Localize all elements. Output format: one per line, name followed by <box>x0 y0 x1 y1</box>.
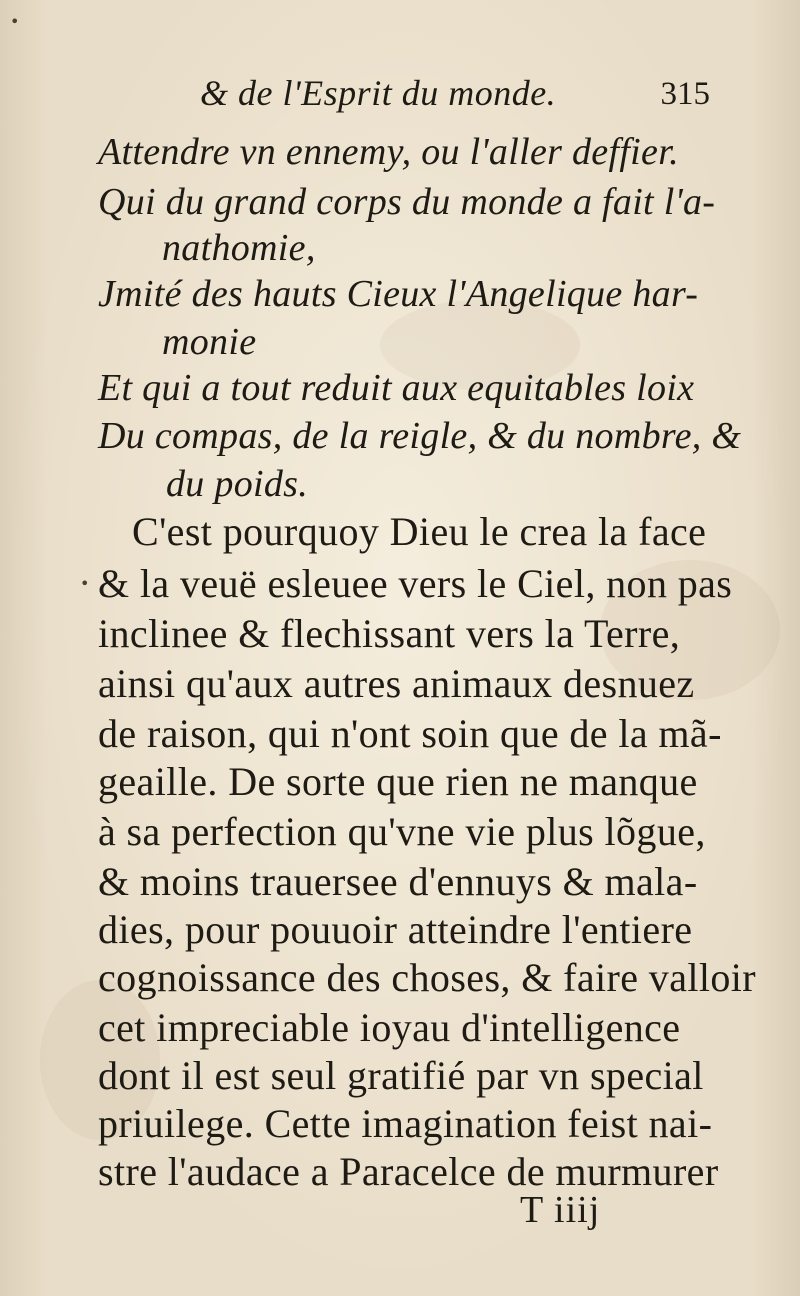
margin-dot: • <box>80 574 90 593</box>
margin-dot: • <box>10 12 20 31</box>
prose-line: ainsi qu'aux autres animaux desnuez <box>98 661 695 706</box>
prose-line: & la veuë esleuee vers le Ciel, non pas <box>98 561 733 606</box>
prose-line: dies, pour pouuoir atteindre l'entiere <box>98 907 693 952</box>
verse-line: monie <box>162 321 257 363</box>
verse-line: Et qui a tout reduit aux equitables loix <box>98 367 695 409</box>
verse-line: du poids. <box>166 463 309 505</box>
prose-line: cet impreciable ioyau d'intelligence <box>98 1005 681 1050</box>
page-number: 315 <box>660 76 710 112</box>
verse-line: Du compas, de la reigle, & du nombre, & <box>98 415 742 457</box>
verse-line: Jmité des hauts Cieux l'Angelique har- <box>98 273 699 315</box>
prose-line: de raison, qui n'ont soin que de la mã- <box>98 711 722 756</box>
verse-line: Qui du grand corps du monde a fait l'a- <box>98 181 716 223</box>
prose-line: geaille. De sorte que rien ne manque <box>98 759 698 804</box>
prose-line: cognoissance des choses, & faire valloir <box>98 955 757 1000</box>
prose-line: stre l'audace a Paracelce de murmurer <box>98 1149 719 1194</box>
prose-line: inclinee & flechissant vers la Terre, <box>98 611 681 656</box>
verse-line: Attendre vn ennemy, ou l'aller deffier. <box>98 131 679 173</box>
page-header <box>200 72 720 122</box>
prose-line: C'est pourquoy Dieu le crea la face <box>132 509 707 554</box>
prose-line: priuilege. Cette imagination feist nai- <box>98 1101 713 1146</box>
prose-line: à sa perfection qu'vne vie plus lõgue, <box>98 809 706 854</box>
prose-line: dont il est seul gratifié par vn special <box>98 1053 704 1098</box>
signature-mark: T iiij <box>520 1189 601 1231</box>
running-title: & de l'Esprit du monde. <box>200 73 557 113</box>
prose-line: & moins trauersee d'ennuys & mala- <box>98 859 698 904</box>
verse-line: nathomie, <box>162 227 316 269</box>
